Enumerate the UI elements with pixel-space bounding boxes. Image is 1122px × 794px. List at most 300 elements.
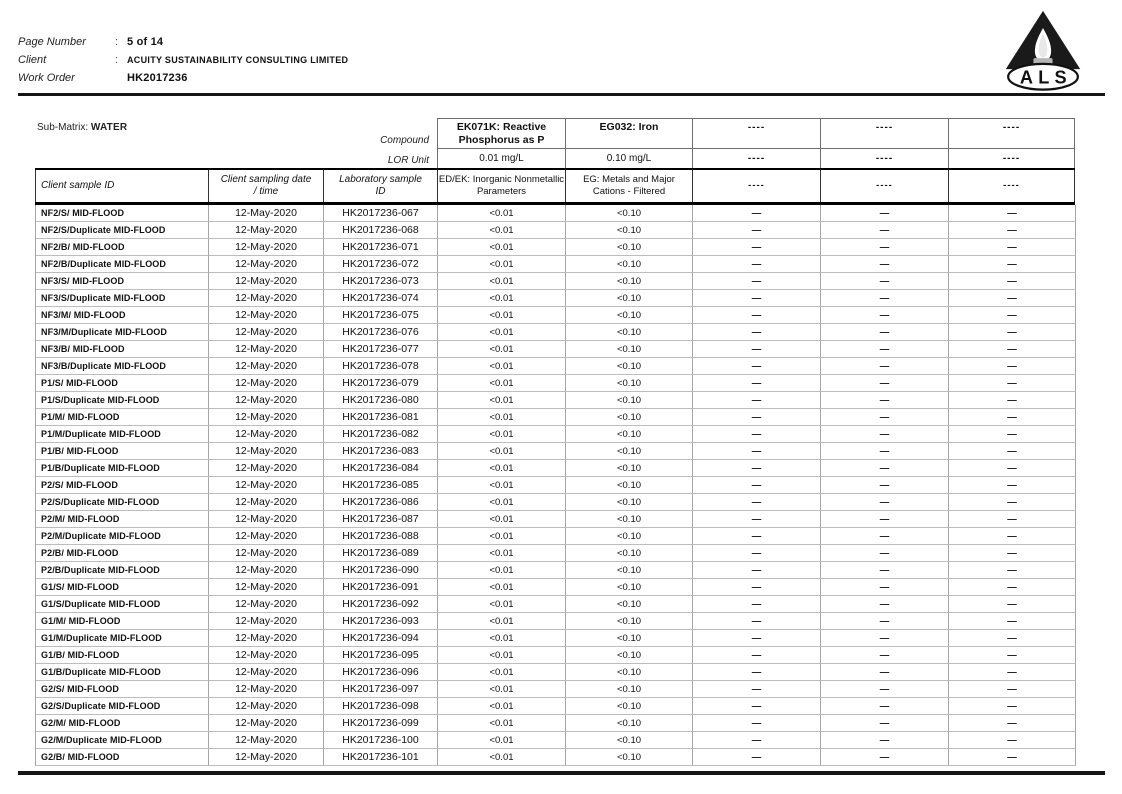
table-row [36, 392, 1075, 409]
compound-name-cell: ---- [820, 118, 948, 148]
client-sample-id-cell: NF2/S/ MID-FLOOD [36, 205, 209, 222]
header-field-colon: : [115, 36, 119, 48]
result-value-cell: — [949, 222, 1076, 239]
result-value-cell: <0.10 [566, 460, 693, 477]
client-sample-id-cell: P2/B/Duplicate MID-FLOOD [36, 562, 209, 579]
result-value-cell: — [949, 613, 1076, 630]
sampling-date-cell: 12-May-2020 [209, 443, 324, 460]
client-sample-id-cell: P1/B/ MID-FLOOD [36, 443, 209, 460]
result-value-cell: <0.10 [566, 664, 693, 681]
client-sample-id-cell: G2/S/Duplicate MID-FLOOD [36, 698, 209, 715]
column-header-line: Laboratory sample [339, 174, 422, 185]
sub-matrix [37, 122, 127, 133]
sampling-date-cell: 12-May-2020 [209, 358, 324, 375]
result-value-cell: <0.10 [566, 392, 693, 409]
client-sample-id-cell: G2/S/ MID-FLOOD [36, 681, 209, 698]
result-value-cell: <0.10 [566, 273, 693, 290]
laboratory-sample-id-cell: HK2017236-099 [324, 715, 438, 732]
table-row [36, 698, 1075, 715]
result-value-cell: — [821, 205, 949, 222]
svg-text:ALS: ALS [1019, 67, 1072, 88]
result-value-cell: — [821, 715, 949, 732]
sampling-date-cell: 12-May-2020 [209, 749, 324, 766]
result-value-cell: <0.01 [438, 460, 566, 477]
header-field-colon: : [115, 54, 119, 66]
table-row [36, 579, 1075, 596]
result-value-cell: <0.10 [566, 698, 693, 715]
result-value-cell: <0.01 [438, 477, 566, 494]
result-value-cell: — [693, 341, 821, 358]
header-field-value: ACUITY SUSTAINABILITY CONSULTING LIMITED [127, 55, 349, 65]
result-value-cell: <0.10 [566, 511, 693, 528]
result-value-cell: <0.10 [566, 613, 693, 630]
sampling-date-cell: 12-May-2020 [209, 392, 324, 409]
method-group-cell: ---- [820, 170, 948, 202]
table-row [36, 647, 1075, 664]
table-row [36, 375, 1075, 392]
laboratory-sample-id-cell: HK2017236-086 [324, 494, 438, 511]
result-value-cell: — [949, 358, 1076, 375]
client-sample-id-cell: P2/M/Duplicate MID-FLOOD [36, 528, 209, 545]
result-value-cell: <0.01 [438, 324, 566, 341]
laboratory-sample-id-cell: HK2017236-082 [324, 426, 438, 443]
result-value-cell: — [949, 460, 1076, 477]
result-value-cell: — [949, 715, 1076, 732]
sampling-date-cell: 12-May-2020 [209, 222, 324, 239]
result-value-cell: <0.10 [566, 630, 693, 647]
sub-matrix-label: Sub-Matrix: [37, 122, 89, 133]
lor-zone [35, 148, 437, 168]
sampling-date-cell: 12-May-2020 [209, 256, 324, 273]
result-value-cell: <0.01 [438, 698, 566, 715]
table-row [36, 630, 1075, 647]
client-sample-id-cell: NF3/B/ MID-FLOOD [36, 341, 209, 358]
result-value-cell: <0.01 [438, 579, 566, 596]
laboratory-sample-id-cell: HK2017236-088 [324, 528, 438, 545]
result-value-cell: <0.10 [566, 222, 693, 239]
result-value-cell: — [821, 732, 949, 749]
result-value-cell: — [949, 528, 1076, 545]
result-value-cell: — [821, 613, 949, 630]
method-group-cell: EG: Metals and Major Cations - Filtered [565, 170, 692, 202]
compound-name-cell: ---- [692, 118, 820, 148]
client-sample-id-cell: P1/S/Duplicate MID-FLOOD [36, 392, 209, 409]
result-value-cell: — [821, 324, 949, 341]
laboratory-sample-id-cell: HK2017236-087 [324, 511, 438, 528]
lor-unit-cell: ---- [692, 148, 820, 168]
column-header-line: Client sample ID [41, 180, 115, 191]
laboratory-sample-id-cell: HK2017236-092 [324, 596, 438, 613]
result-value-cell: <0.01 [438, 239, 566, 256]
table-row [36, 732, 1075, 749]
result-value-cell: <0.10 [566, 545, 693, 562]
result-value-cell: — [821, 460, 949, 477]
sampling-date-cell: 12-May-2020 [209, 460, 324, 477]
result-value-cell: — [821, 630, 949, 647]
result-value-cell: <0.10 [566, 341, 693, 358]
result-value-cell: <0.10 [566, 749, 693, 766]
result-value-cell: — [949, 732, 1076, 749]
client-sample-id-cell: NF3/S/Duplicate MID-FLOOD [36, 290, 209, 307]
result-value-cell: — [693, 664, 821, 681]
laboratory-sample-id-cell: HK2017236-076 [324, 324, 438, 341]
result-value-cell: — [821, 477, 949, 494]
result-value-cell: — [949, 494, 1076, 511]
result-value-cell: — [693, 630, 821, 647]
sampling-date-cell: 12-May-2020 [209, 426, 324, 443]
lor-unit-cell: ---- [820, 148, 948, 168]
result-value-cell: — [821, 596, 949, 613]
client-sample-id-cell: G1/B/ MID-FLOOD [36, 647, 209, 664]
sampling-date-cell: 12-May-2020 [209, 528, 324, 545]
column-header-line: Client sampling date [220, 174, 312, 185]
result-value-cell: <0.10 [566, 324, 693, 341]
table-row [36, 273, 1075, 290]
table-body [35, 205, 1075, 766]
sampling-date-cell: 12-May-2020 [209, 562, 324, 579]
result-value-cell: — [949, 273, 1076, 290]
footer-rule [18, 771, 1105, 775]
matrix-zone [35, 118, 437, 148]
sampling-date-cell: 12-May-2020 [209, 307, 324, 324]
result-value-cell: <0.01 [438, 375, 566, 392]
column-header-cell [35, 170, 208, 202]
lor-unit-cell: 0.10 mg/L [565, 148, 692, 168]
result-value-cell: — [949, 409, 1076, 426]
result-value-cell: <0.01 [438, 273, 566, 290]
result-value-cell: — [693, 324, 821, 341]
laboratory-sample-id-cell: HK2017236-074 [324, 290, 438, 307]
laboratory-sample-id-cell: HK2017236-071 [324, 239, 438, 256]
result-value-cell: <0.01 [438, 256, 566, 273]
method-group-cell: ---- [692, 170, 820, 202]
sampling-date-cell: 12-May-2020 [209, 341, 324, 358]
client-sample-id-cell: G1/S/ MID-FLOOD [36, 579, 209, 596]
laboratory-sample-id-cell: HK2017236-097 [324, 681, 438, 698]
table-row [36, 341, 1075, 358]
compound-name-cell: EG032: Iron [565, 118, 692, 148]
result-value-cell: <0.01 [438, 528, 566, 545]
result-value-cell: <0.10 [566, 290, 693, 307]
result-value-cell: — [693, 528, 821, 545]
client-sample-id-cell: G2/M/ MID-FLOOD [36, 715, 209, 732]
table-row [36, 715, 1075, 732]
column-header-line: ID [375, 186, 386, 197]
result-value-cell: — [693, 715, 821, 732]
table-row [36, 239, 1075, 256]
result-value-cell: — [821, 698, 949, 715]
column-header-line: / time [253, 186, 279, 197]
table-row [36, 511, 1075, 528]
table-row [36, 290, 1075, 307]
result-value-cell: — [693, 562, 821, 579]
result-value-cell: — [693, 596, 821, 613]
result-value-cell: — [693, 409, 821, 426]
result-value-cell: — [949, 341, 1076, 358]
result-value-cell: — [821, 273, 949, 290]
sampling-date-cell: 12-May-2020 [209, 239, 324, 256]
client-sample-id-cell: NF3/S/ MID-FLOOD [36, 273, 209, 290]
result-value-cell: <0.10 [566, 647, 693, 664]
als-logo [993, 8, 1093, 92]
laboratory-sample-id-cell: HK2017236-096 [324, 664, 438, 681]
result-value-cell: — [949, 579, 1076, 596]
client-sample-id-cell: G1/B/Duplicate MID-FLOOD [36, 664, 209, 681]
table-row [36, 545, 1075, 562]
result-value-cell: — [949, 749, 1076, 766]
client-sample-id-cell: P1/M/Duplicate MID-FLOOD [36, 426, 209, 443]
result-value-cell: — [821, 358, 949, 375]
result-value-cell: — [693, 477, 821, 494]
result-value-cell: — [821, 579, 949, 596]
laboratory-sample-id-cell: HK2017236-085 [324, 477, 438, 494]
result-value-cell: — [949, 290, 1076, 307]
header-field [18, 72, 578, 90]
result-value-cell: — [821, 392, 949, 409]
result-value-cell: — [949, 307, 1076, 324]
laboratory-sample-id-cell: HK2017236-089 [324, 545, 438, 562]
table-row [36, 460, 1075, 477]
laboratory-sample-id-cell: HK2017236-072 [324, 256, 438, 273]
table-row [36, 562, 1075, 579]
result-value-cell: <0.10 [566, 358, 693, 375]
client-sample-id-cell: NF3/B/Duplicate MID-FLOOD [36, 358, 209, 375]
result-value-cell: — [693, 443, 821, 460]
client-sample-id-cell: G2/B/ MID-FLOOD [36, 749, 209, 766]
sampling-date-cell: 12-May-2020 [209, 630, 324, 647]
table-row [36, 307, 1075, 324]
result-value-cell: — [821, 307, 949, 324]
result-value-cell: <0.10 [566, 409, 693, 426]
sampling-date-cell: 12-May-2020 [209, 290, 324, 307]
result-value-cell: <0.01 [438, 358, 566, 375]
result-value-cell: — [949, 477, 1076, 494]
result-value-cell: — [821, 239, 949, 256]
result-value-cell: — [693, 511, 821, 528]
result-value-cell: — [693, 545, 821, 562]
laboratory-sample-id-cell: HK2017236-079 [324, 375, 438, 392]
result-value-cell: — [821, 494, 949, 511]
result-value-cell: — [693, 698, 821, 715]
lor-unit-cell: 0.01 mg/L [437, 148, 565, 168]
client-sample-id-cell: G2/M/Duplicate MID-FLOOD [36, 732, 209, 749]
result-value-cell: — [821, 443, 949, 460]
laboratory-sample-id-cell: HK2017236-098 [324, 698, 438, 715]
client-sample-id-cell: P2/M/ MID-FLOOD [36, 511, 209, 528]
sub-matrix-value: WATER [90, 122, 128, 133]
lor-row-label: LOR Unit [387, 155, 429, 166]
sampling-date-cell: 12-May-2020 [209, 579, 324, 596]
client-sample-id-cell: P2/B/ MID-FLOOD [36, 545, 209, 562]
header-field-label: Client [18, 54, 47, 66]
client-sample-id-cell: NF3/M/Duplicate MID-FLOOD [36, 324, 209, 341]
laboratory-sample-id-cell: HK2017236-090 [324, 562, 438, 579]
client-sample-id-cell: NF2/B/ MID-FLOOD [36, 239, 209, 256]
table-row [36, 477, 1075, 494]
result-value-cell: — [821, 375, 949, 392]
laboratory-sample-id-cell: HK2017236-094 [324, 630, 438, 647]
als-logo-icon [993, 8, 1093, 92]
result-value-cell: <0.01 [438, 443, 566, 460]
result-value-cell: <0.10 [566, 562, 693, 579]
compound-name-cell: EK071K: Reactive Phosphorus as P [437, 118, 565, 148]
result-value-cell: — [949, 562, 1076, 579]
laboratory-sample-id-cell: HK2017236-075 [324, 307, 438, 324]
result-value-cell: — [693, 256, 821, 273]
result-value-cell: <0.10 [566, 596, 693, 613]
result-value-cell: — [693, 307, 821, 324]
result-value-cell: <0.10 [566, 494, 693, 511]
result-value-cell: <0.01 [438, 749, 566, 766]
result-value-cell: — [821, 749, 949, 766]
result-value-cell: <0.01 [438, 545, 566, 562]
result-value-cell: <0.01 [438, 613, 566, 630]
result-value-cell: — [949, 324, 1076, 341]
table-row [36, 613, 1075, 630]
table-row [36, 443, 1075, 460]
sampling-date-cell: 12-May-2020 [209, 715, 324, 732]
result-value-cell: — [821, 426, 949, 443]
results-table [35, 118, 1075, 766]
header-field-value: HK2017236 [127, 72, 188, 84]
laboratory-sample-id-cell: HK2017236-083 [324, 443, 438, 460]
sampling-date-cell: 12-May-2020 [209, 664, 324, 681]
laboratory-sample-id-cell: HK2017236-095 [324, 647, 438, 664]
lor-unit-row [35, 148, 1075, 168]
laboratory-sample-id-cell: HK2017236-080 [324, 392, 438, 409]
result-value-cell: <0.01 [438, 392, 566, 409]
laboratory-sample-id-cell: HK2017236-101 [324, 749, 438, 766]
compound-row-label: Compound [380, 135, 429, 146]
result-value-cell: <0.01 [438, 511, 566, 528]
table-row [36, 358, 1075, 375]
result-value-cell: <0.01 [438, 732, 566, 749]
laboratory-sample-id-cell: HK2017236-067 [324, 205, 438, 222]
lor-unit-cell: ---- [948, 148, 1075, 168]
laboratory-sample-id-cell: HK2017236-081 [324, 409, 438, 426]
result-value-cell: — [821, 511, 949, 528]
table-row [36, 256, 1075, 273]
table-row [36, 664, 1075, 681]
client-sample-id-cell: G1/S/Duplicate MID-FLOOD [36, 596, 209, 613]
result-value-cell: — [693, 749, 821, 766]
result-value-cell: <0.10 [566, 256, 693, 273]
sampling-date-cell: 12-May-2020 [209, 205, 324, 222]
result-value-cell: <0.10 [566, 205, 693, 222]
result-value-cell: <0.10 [566, 732, 693, 749]
sampling-date-cell: 12-May-2020 [209, 477, 324, 494]
sampling-date-cell: 12-May-2020 [209, 732, 324, 749]
result-value-cell: — [693, 647, 821, 664]
method-group-cell: ED/EK: Inorganic Nonmetallic Parameters [437, 170, 565, 202]
result-value-cell: — [949, 596, 1076, 613]
laboratory-sample-id-cell: HK2017236-093 [324, 613, 438, 630]
sampling-date-cell: 12-May-2020 [209, 647, 324, 664]
laboratory-sample-id-cell: HK2017236-078 [324, 358, 438, 375]
table-row [36, 222, 1075, 239]
client-sample-id-cell: P2/S/Duplicate MID-FLOOD [36, 494, 209, 511]
sampling-date-cell: 12-May-2020 [209, 596, 324, 613]
result-value-cell: <0.01 [438, 715, 566, 732]
table-row [36, 528, 1075, 545]
result-value-cell: <0.01 [438, 596, 566, 613]
result-value-cell: — [821, 341, 949, 358]
sampling-date-cell: 12-May-2020 [209, 681, 324, 698]
sampling-date-cell: 12-May-2020 [209, 494, 324, 511]
table-row [36, 494, 1075, 511]
result-value-cell: — [693, 613, 821, 630]
header-field-label: Page Number [18, 36, 86, 48]
laboratory-sample-id-cell: HK2017236-100 [324, 732, 438, 749]
header-field [18, 36, 578, 54]
laboratory-sample-id-cell: HK2017236-068 [324, 222, 438, 239]
result-value-cell: — [821, 681, 949, 698]
result-value-cell: <0.01 [438, 222, 566, 239]
result-value-cell: <0.01 [438, 630, 566, 647]
sampling-date-cell: 12-May-2020 [209, 273, 324, 290]
column-header-cell [323, 170, 437, 202]
result-value-cell: — [949, 426, 1076, 443]
table-row [36, 426, 1075, 443]
sampling-date-cell: 12-May-2020 [209, 511, 324, 528]
result-value-cell: <0.10 [566, 528, 693, 545]
sampling-date-cell: 12-May-2020 [209, 375, 324, 392]
sampling-date-cell: 12-May-2020 [209, 409, 324, 426]
result-value-cell: — [949, 375, 1076, 392]
result-value-cell: — [693, 273, 821, 290]
result-value-cell: <0.01 [438, 290, 566, 307]
result-value-cell: — [949, 664, 1076, 681]
result-value-cell: — [949, 630, 1076, 647]
header-field-value: 5 of 14 [127, 36, 164, 48]
result-value-cell: — [821, 562, 949, 579]
sampling-date-cell: 12-May-2020 [209, 698, 324, 715]
result-value-cell: <0.10 [566, 375, 693, 392]
result-value-cell: <0.01 [438, 562, 566, 579]
result-value-cell: — [693, 375, 821, 392]
client-sample-id-cell: NF2/B/Duplicate MID-FLOOD [36, 256, 209, 273]
result-value-cell: — [821, 409, 949, 426]
result-value-cell: <0.01 [438, 409, 566, 426]
result-value-cell: — [949, 647, 1076, 664]
result-value-cell: <0.10 [566, 307, 693, 324]
result-value-cell: <0.01 [438, 205, 566, 222]
table-row [36, 681, 1075, 698]
method-group-cell: ---- [948, 170, 1075, 202]
table-row [36, 205, 1075, 222]
result-value-cell: <0.10 [566, 681, 693, 698]
result-value-cell: — [693, 239, 821, 256]
result-value-cell: <0.01 [438, 681, 566, 698]
result-value-cell: <0.10 [566, 443, 693, 460]
result-value-cell: — [949, 681, 1076, 698]
result-value-cell: <0.01 [438, 426, 566, 443]
result-value-cell: — [693, 494, 821, 511]
result-value-cell: — [949, 392, 1076, 409]
result-value-cell: — [949, 239, 1076, 256]
result-value-cell: — [693, 392, 821, 409]
result-value-cell: — [821, 256, 949, 273]
client-sample-id-cell: P2/S/ MID-FLOOD [36, 477, 209, 494]
client-sample-id-cell: P1/M/ MID-FLOOD [36, 409, 209, 426]
result-value-cell: <0.01 [438, 307, 566, 324]
result-value-cell: — [949, 511, 1076, 528]
header-field-label: Work Order [18, 72, 75, 84]
client-sample-id-cell: P1/B/Duplicate MID-FLOOD [36, 460, 209, 477]
result-value-cell: — [693, 290, 821, 307]
column-header-cell [208, 170, 323, 202]
result-value-cell: — [821, 545, 949, 562]
